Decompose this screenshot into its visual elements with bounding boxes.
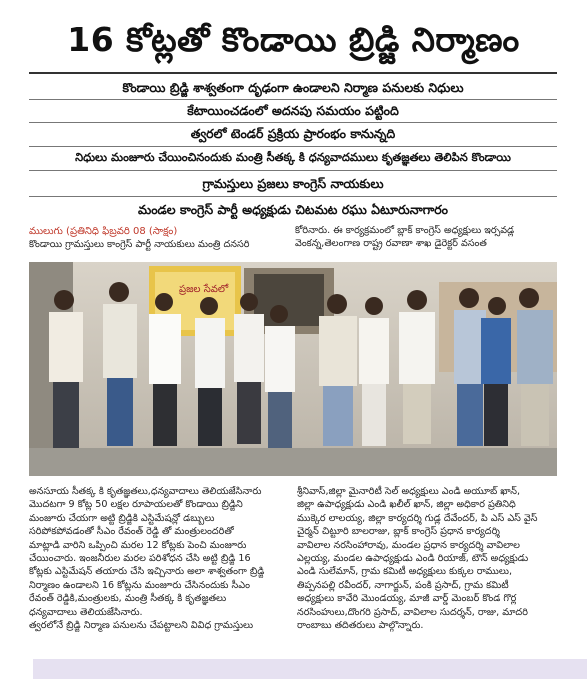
article-line: నరసింహులు,దొంగరి ప్రసాద్, వావిలాల సుదర్శన్, రాజు, మాదరి xyxy=(297,606,528,618)
deck-line-4: నిధులు మంజూరు చేయించినందుకు మంత్రి సీతక్క కి ధన్యవాదములు కృతజ్ఞతలు తెలిపిన కొండాయి xyxy=(75,150,511,164)
article-line: కొండాయి గ్రామస్తులు కాంగ్రెస్ పార్టీ నాయకులు మంత్రి దనసరి xyxy=(29,239,250,250)
deck-line-5: గ్రామస్తులు ప్రజలు కాంగ్రెస్ నాయకులు xyxy=(202,176,384,191)
article-line: త్వరలోనే బ్రిడ్జి నిర్మాణ పనులను చేపట్టాలని వివిధ గ్రామస్తులు xyxy=(29,620,254,632)
article-line: ధన్యవాదాలు తెలియజేసినారు. xyxy=(29,606,143,618)
article-line: అనసూయ సీతక్క కి కృతజ్ఞతలు,ధన్యవాదాలు తెలియజేసినారు xyxy=(29,486,262,497)
article-line: సరిపోకపోవడంతో సీఎం రేవంత్ రెడ్డి తో మంత్రులందరితో xyxy=(29,526,234,538)
article-line: అధ్యక్షులు కావేరి మొండయ్య, మాజీ వార్డ్ మెంబర్ కొండ గొర్ల xyxy=(297,593,517,605)
deck-line-3: త్వరలో టెండర్ ప్రక్రియ ప్రారంభం కానున్నది xyxy=(190,126,396,141)
dateline: ములుగు (ప్రతినిధి ఫిబ్రవరి 08 (సాక్షం) xyxy=(29,226,178,237)
headline-rule xyxy=(29,72,557,74)
deck-rule xyxy=(29,170,557,171)
article-line: మంజూరు చేయగా అట్టి బ్రిడ్జికి ఎస్టిమేషన్లో డబ్బులు xyxy=(29,512,215,524)
article-top-right-column xyxy=(295,224,557,251)
article-line: కోట్లకు ఎస్టిమేషన్ తయారు చేసి ఇచ్చినారు అలా శాశ్వతంగా బ్రిడ్జి xyxy=(29,566,265,578)
deck-line-1: కొండాయి బ్రిడ్జి శాశ్వతంగా దృఢంగా ఉండాలని నిర్మాణ పనులకు నిధులు xyxy=(122,80,464,95)
article-line: మాట్లాడి వారిని ఒప్పించి మరల 12 కోట్లకు పెంచి మంజూరు xyxy=(29,539,247,551)
deck-line-6: మండల కాంగ్రెస్ పార్టీ అధ్యక్షుడు చిటమట రఘు ఏటూరునాగారం xyxy=(137,202,448,217)
article-top-left-column xyxy=(29,238,285,251)
article-line: తిప్పనపల్లి రవీందర్, నాగార్జున్, పంకి ప్రసాద్, గ్రామ కమిటీ xyxy=(297,579,509,591)
group-photo xyxy=(29,262,557,476)
article-line: నిర్మాణం ఉండాలని 16 కోట్లను మంజూరు చేసినందుకు సీఎం xyxy=(29,579,250,591)
bottom-strip xyxy=(33,659,587,679)
article-line: వావిలాల నరసింహారావు, మండల ప్రధాన కార్యదర్శి వావిలాల xyxy=(297,539,520,551)
article-line: ఎండి సులేమాన్, గ్రామ కమిటీ అధ్యక్షులు కుక్కల రాములు, xyxy=(297,566,513,578)
article-bottom-left-column xyxy=(29,485,289,632)
group-photo-illustration xyxy=(29,262,557,476)
article-line: జిల్లా ఉపాధ్యక్షుడు ఎండి ఖలీల్ ఖాన్, జిల్లా అధికార ప్రతినిధి xyxy=(297,499,516,511)
article-bottom-right-column xyxy=(297,485,559,632)
article-line: కోరినారు. ఈ కార్యక్రమంలో బ్లాక్ కాంగ్రెస్ అధ్యక్షులు ఇర్సవడ్ల xyxy=(295,225,515,236)
article-line: రేవంత్ రెడ్డికి,మంత్రులకు, మంత్రి సీతక్క కి కృతజ్ఞతలు xyxy=(29,593,227,605)
article-line: శ్రీనివాస్,జిల్లా మైనారిటీ సెల్ అధ్యక్షులు ఎండి అయూబ్ ఖాన్, xyxy=(297,486,521,497)
article-line: చైర్మన్ చిట్టూరి బాలరాజు, బ్లాక్ కాంగ్రెస్ ప్రధాన కార్యదర్శి xyxy=(297,526,500,538)
article-line: రాంబాబు తదితరులు పాల్గొన్నారు. xyxy=(297,620,424,632)
article-line: ముక్కెర లాలయ్య, జిల్లా కార్యదర్శి గుడ్ల దేవేందర్, పి ఎస్ ఎస్ వైస్ xyxy=(297,512,538,524)
headline: 16 కోట్లతో కొండాయి బ్రిడ్జి నిర్మాణం xyxy=(67,20,520,59)
article-line: చేయించారు. ఇంజనీరుల మరల పరిశోధన చేసి అట్టి బ్రిడ్జి 16 xyxy=(29,553,251,565)
photo-banner-text: ప్రజల సేవలో xyxy=(179,284,229,295)
article-line: మొదటగా 9 కోట్ల 50 లక్షల రూపాయలతో కొండాయి బ్రిడ్జిని xyxy=(29,499,243,511)
article-line: వెంకన్న,తెలంగాణ రాష్ట్ర రవాణా శాఖ డైరెక్టర్ వసంత xyxy=(295,238,487,250)
deck-rule xyxy=(29,196,557,197)
deck-line-2: కేటాయించడంలో అదనపు సమయం పట్టింది xyxy=(187,103,399,118)
article-line: ఎల్లయ్య, మండల ఉపాధ్యక్షుడు ఎండి రియాజ్, టౌన్ అధ్యక్షుడు xyxy=(297,553,529,565)
